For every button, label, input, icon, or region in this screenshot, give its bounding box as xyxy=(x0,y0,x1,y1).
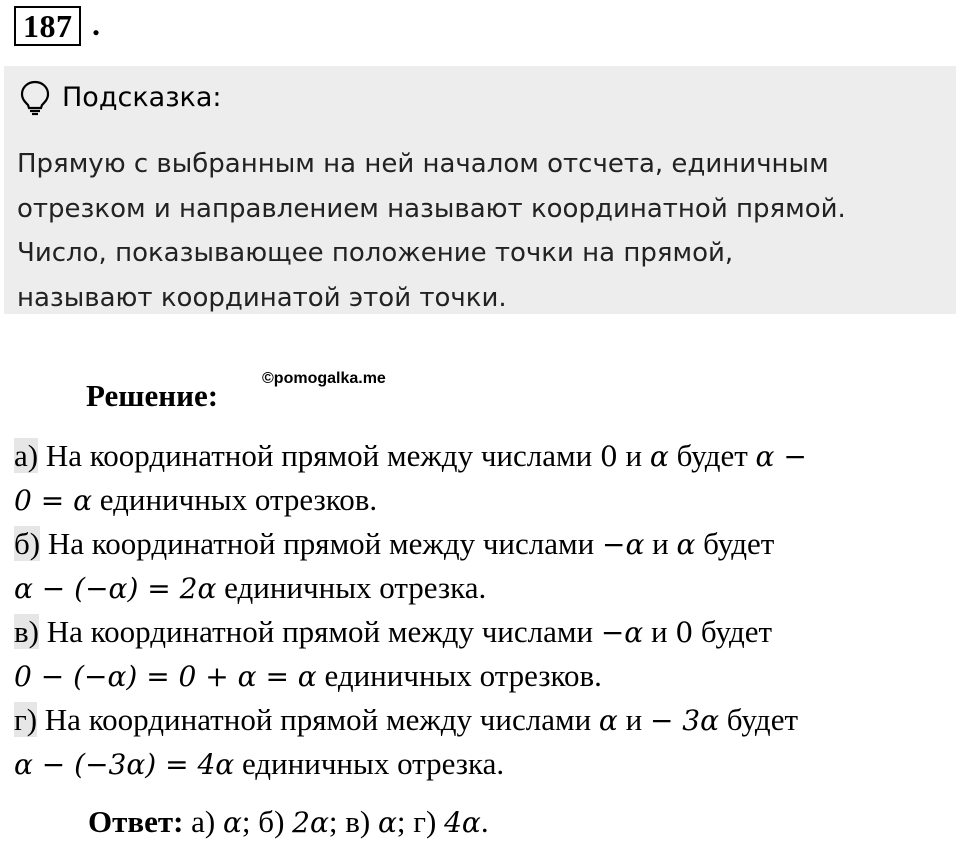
math-expr: α xyxy=(649,440,669,473)
math-expr: 0 xyxy=(675,616,694,649)
item-marker-g: г) xyxy=(14,702,38,737)
solution-text: На координатной прямой между числами xyxy=(37,702,599,737)
solution-body xyxy=(14,434,954,786)
hint-text xyxy=(17,142,947,320)
hint-line: называют координатой этой точки. xyxy=(17,282,507,313)
solution-a-line-2 xyxy=(14,478,954,522)
math-expr: −α xyxy=(600,616,644,649)
math-expr: 0 xyxy=(599,440,618,473)
solution-text: и xyxy=(643,614,676,649)
solution-title: Решение: xyxy=(86,378,219,413)
answer-value: α xyxy=(223,806,242,839)
answer-value: 4α xyxy=(444,806,481,839)
solution-v-line-1 xyxy=(14,610,954,654)
solution-text: единичных отрезка. xyxy=(216,570,487,605)
item-marker-b: б) xyxy=(14,526,41,561)
solution-a-line-1 xyxy=(14,434,954,478)
solution-text: будет xyxy=(668,438,756,473)
solution-text: На координатной прямой между числами xyxy=(38,438,600,473)
math-expr: α xyxy=(598,704,618,737)
math-expr: 0 − (−α) = 0 + α = α xyxy=(14,660,317,693)
answer-marker: а) xyxy=(191,804,223,839)
solution-text: На координатной прямой между числами xyxy=(40,526,602,561)
solution-text: будет xyxy=(695,526,775,561)
solution-g-line-1 xyxy=(14,698,954,742)
solution-v-line-2 xyxy=(14,654,954,698)
solution-text: и xyxy=(617,702,650,737)
lightbulb-icon xyxy=(20,80,50,116)
watermark: ©pomogalka.me xyxy=(262,370,386,387)
solution-text: будет xyxy=(719,702,798,737)
hint-line: Прямую с выбранным на ней началом отсчета, единичным xyxy=(17,149,829,179)
task-number-dot: . xyxy=(92,6,100,42)
hint-line: Число, показывающее положение точки на прямой, xyxy=(17,238,734,268)
solution-g-line-2 xyxy=(14,742,954,786)
solution-text: единичных отрезков. xyxy=(91,482,378,517)
answer-label: Ответ: xyxy=(88,804,184,839)
hint-title: Подсказка: xyxy=(62,82,222,113)
solution-text: и xyxy=(617,438,650,473)
math-expr: 0 = α xyxy=(14,484,92,517)
answer-value: 2α xyxy=(292,806,329,839)
hint-line: отрезком и направлением называют координатной прямой. xyxy=(17,193,846,224)
solution-text: будет xyxy=(693,614,773,649)
math-expr: −α xyxy=(601,528,645,561)
task-number: 187 xyxy=(14,6,81,46)
answer-separator: ; xyxy=(396,804,414,839)
hint-header xyxy=(20,80,222,116)
answer-value: α xyxy=(377,806,397,839)
item-marker-v: в) xyxy=(14,614,39,649)
answer-marker: в) xyxy=(345,804,378,839)
solution-text: единичных отрезка. xyxy=(234,746,505,781)
answer-marker: г) xyxy=(413,804,445,839)
answer-end: . xyxy=(480,804,489,839)
solution-b-line-1 xyxy=(14,522,954,566)
solution-text: и xyxy=(644,526,677,561)
solution-text: На координатной прямой между числами xyxy=(38,614,601,649)
answer-separator: ; xyxy=(241,804,259,839)
math-expr: α xyxy=(676,528,696,561)
answer-separator: ; xyxy=(328,804,346,839)
solution-b-line-2 xyxy=(14,566,954,610)
math-expr: α − xyxy=(755,440,807,473)
answer-line xyxy=(88,800,489,845)
math-expr: α − (−α) = 2α xyxy=(14,572,217,605)
item-marker-a: а) xyxy=(14,438,39,473)
answer-marker: б) xyxy=(258,804,293,839)
solution-text: единичных отрезков. xyxy=(316,658,602,693)
math-expr: − 3α xyxy=(649,704,720,737)
math-expr: α − (−3α) = 4α xyxy=(14,748,235,781)
hint-panel xyxy=(4,66,956,314)
